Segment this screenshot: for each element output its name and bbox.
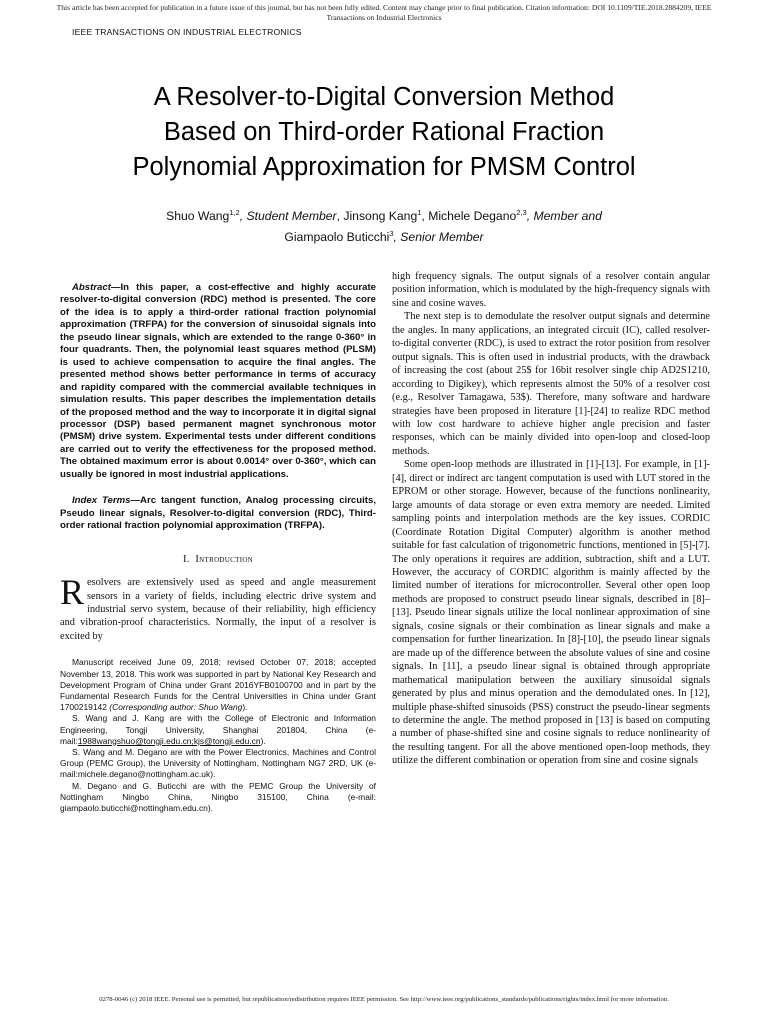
section-heading-introduction xyxy=(60,553,376,566)
author-membership: , Senior Member xyxy=(393,230,484,245)
author-line-2 xyxy=(84,225,684,246)
author-line-1 xyxy=(84,204,684,225)
affiliation-ningbo: M. Degano and G. Buticchi are with the PEMC Group the University of Nottingham Ningbo China, Ningbo 315100, China (e-mail: giampaolo.buticchi@nottingham.edu.cn). xyxy=(60,780,376,813)
affiliation-nottingham: S. Wang and M. Degano are with the Power Electronics, Machines and Control Group (PEMC Group), the University of Nottingham, Nottingham NG7 2RD, UK (e-mail:michele.degano@nottingham.ac.uk). xyxy=(60,746,376,780)
acceptance-notice-line2: Transactions on Industrial Electronics xyxy=(326,13,442,22)
body-paragraph: high frequency signals. The output signals of a resolver contain angular position information, which is modulated by the high-frequency signals with sine and cosine waves. xyxy=(392,271,710,309)
acceptance-notice xyxy=(0,3,768,23)
author-affiliation-mark: 3 xyxy=(389,229,394,239)
index-terms-label: Index Terms xyxy=(72,495,131,507)
author-list xyxy=(84,204,684,246)
intro-paragraph xyxy=(60,572,376,643)
drop-cap: R xyxy=(60,572,85,613)
right-column xyxy=(392,270,710,768)
author-affiliation-mark: 2,3 xyxy=(516,208,527,217)
intro-text: esolvers are extensively used as speed and angle measurement sensors in a variety of fields, including electric drive system and industrial servo system, because of their reliability, high efficiency and vibration-proof characteristics. Normally, the input of a resolver is excited by xyxy=(60,577,376,642)
acceptance-notice-line1: This article has been accepted for publication in a future issue of this journal, but has not been fully edited. Content may change prior to final publication. Citation information: DOI 10.1109/TIE.2018.2884209, IEEE xyxy=(56,3,712,12)
abstract-label: Abstract xyxy=(72,282,111,293)
left-column xyxy=(60,270,376,814)
section-number: I. xyxy=(182,553,190,565)
journal-header: IEEE TRANSACTIONS ON INDUSTRIAL ELECTRONICS xyxy=(72,27,302,37)
title-line-2: Based on Third-order Rational Fraction xyxy=(163,118,605,146)
section-title: Introduction xyxy=(195,553,254,565)
abstract-text: —In this paper, a cost-effective and highly accurate resolver-to-digital conversion (RDC) method is presented. The core of the idea is to apply a third-order rational fraction polynomial approximation (TRFPA) for the conversion of sinusoidal signals into the pseudo linear signals, which are extended to the range 0-360° in four quadrants. Then, the polynomial least squares method (PLSM) is used to achieve compensation to acquire the final angles. The presented method shows better performance in terms of accuracy and rapidity compared with the commercial available techniques in simulation results. This paper describes the implementation details of the proposed method and the way to incorporate it in digital signal processor (DSP) based permanent magnet synchronous motor (PMSM) drive system. Experimental tests under different conditions are carried out to verify the effectiveness for the proposed method. The obtained maximum error is about 0.0014° over 0-360°, which can usually be ignored in most industrial applications. xyxy=(60,282,376,480)
abstract xyxy=(60,282,376,481)
body-paragraph: Some open-loop methods are illustrated in [1]-[13]. For example, in [1]-[4], direct or indirect arc tangent computation is used with LUT stored in the EPROM or other storage. However, because of the functions nonlinearity, large amounts of data storage or even extra memory are needed. Limited sampling points and interpolation methods are the key issues. CORDIC (Coordinate Rotation Digital Computer) algorithm is another method suitable for fast calculation of trigonometric functions, mentioned in [5]-[7]. The only operations it requires are addition, subtraction, shift and a LUT. However, the accuracy of CORDIC algorithm is mainly affected by the limited number of iterations for microcontroller. Several other open loop methods are proposed to construct pseudo linear signals, described in [8]–[13]. Pseudo linear signals utilize the local nonlinear approximation of sine signals, cosine signals or their combination as linear signals and make a compensation for further linearization. In [8]-[10], the pseudo linear signals are made up of the difference between the absolute values of sine and cosine signals. In [11], a pseudo linear signal is obtained through appropriate mathematical manipulation between the auxiliary sinusoidal signals generated by plus and minus operation and the demodulated ones. In [12], multiple phase-shifted sinusoids (PSS) construct the pseudo-linear segments to determine the angle. The method proposed in [13] is based on computing a number of phase-shifted sine and cosine signals to reduce nonlinearity of the resulting tangent. For all the above mentioned open-loop methods, they utilize the different combination or operation from sine and cosine signals xyxy=(392,459,710,767)
author-name: , Jinsong Kang xyxy=(336,209,418,224)
manuscript-info: Manuscript received June 09, 2018; revised October 07, 2018; accepted November 13, 2018. This work was supported in part by National Key Research and Development Program of China under Grant 2016YFB0100700 and in part by the Fundamental Research Funds for the Central Universities in China under Grant 1700219142 (Corresponding author: Shuo Wang). xyxy=(60,657,376,713)
paper-title xyxy=(50,80,718,185)
title-line-1: A Resolver-to-Digital Conversion Method xyxy=(153,83,615,111)
first-page-footnote xyxy=(60,657,376,814)
author-affiliation-mark: 1 xyxy=(417,208,422,217)
author-name: Shuo Wang xyxy=(166,209,230,224)
body-paragraph: The next step is to demodulate the resolver output signals and determine the angles. In many applications, an integrated circuit (IC), called resolver-to-digital converter (RDC), is used to extract the rotor position from resolver output signals. This is often used in industrial products, with the drawback of increasing the cost (about 25$ for 16bit resolver single chip AD2S1210, according to Digikey), which represents almost the 50% of a resolver cost (e.g., Resolver Tamagawa, 53$). Therefore, many software and hardware strategies have been proposed in literature [1]-[24] to realize RDC method with low cost hardware to achieve higher angle precision and faster responses, which can be mainly divided into open-loop and closed-loop methods. xyxy=(392,311,710,457)
author-membership: , Member and xyxy=(526,209,602,224)
email-link[interactable]: 1988wangshuo@tongji.edu.cn;kjs@tongji.edu.cn xyxy=(77,735,261,746)
author-name: , Michele Degano xyxy=(421,209,517,224)
index-terms xyxy=(60,495,376,532)
author-affiliation-mark: 1,2 xyxy=(229,208,240,217)
copyright-notice: 0278-0046 (c) 2018 IEEE. Personal use is permitted, but republication/redistribution requires IEEE permission. See http://www.ieee.org/publications_standards/publications/rights/index.html for more information. xyxy=(99,996,669,1003)
author-name: Giampaolo Buticchi xyxy=(284,230,390,245)
title-line-3: Polynomial Approximation for PMSM Control xyxy=(132,153,636,181)
author-membership: , Student Member xyxy=(239,209,337,224)
affiliation-tongji: S. Wang and J. Kang are with the College of Electronic and Information Engineering, Tongji University, Shanghai 201804, China (e-mail:1988wangshuo@tongji.edu.cn;kjs@tongji.edu.cn). xyxy=(60,713,376,746)
index-terms-text: —Arc tangent function, Analog processing circuits, Pseudo linear signals, Resolver-to-digital conversion (RDC), Third-order rational fraction polynomial approximation (TRFPA). xyxy=(60,495,376,532)
